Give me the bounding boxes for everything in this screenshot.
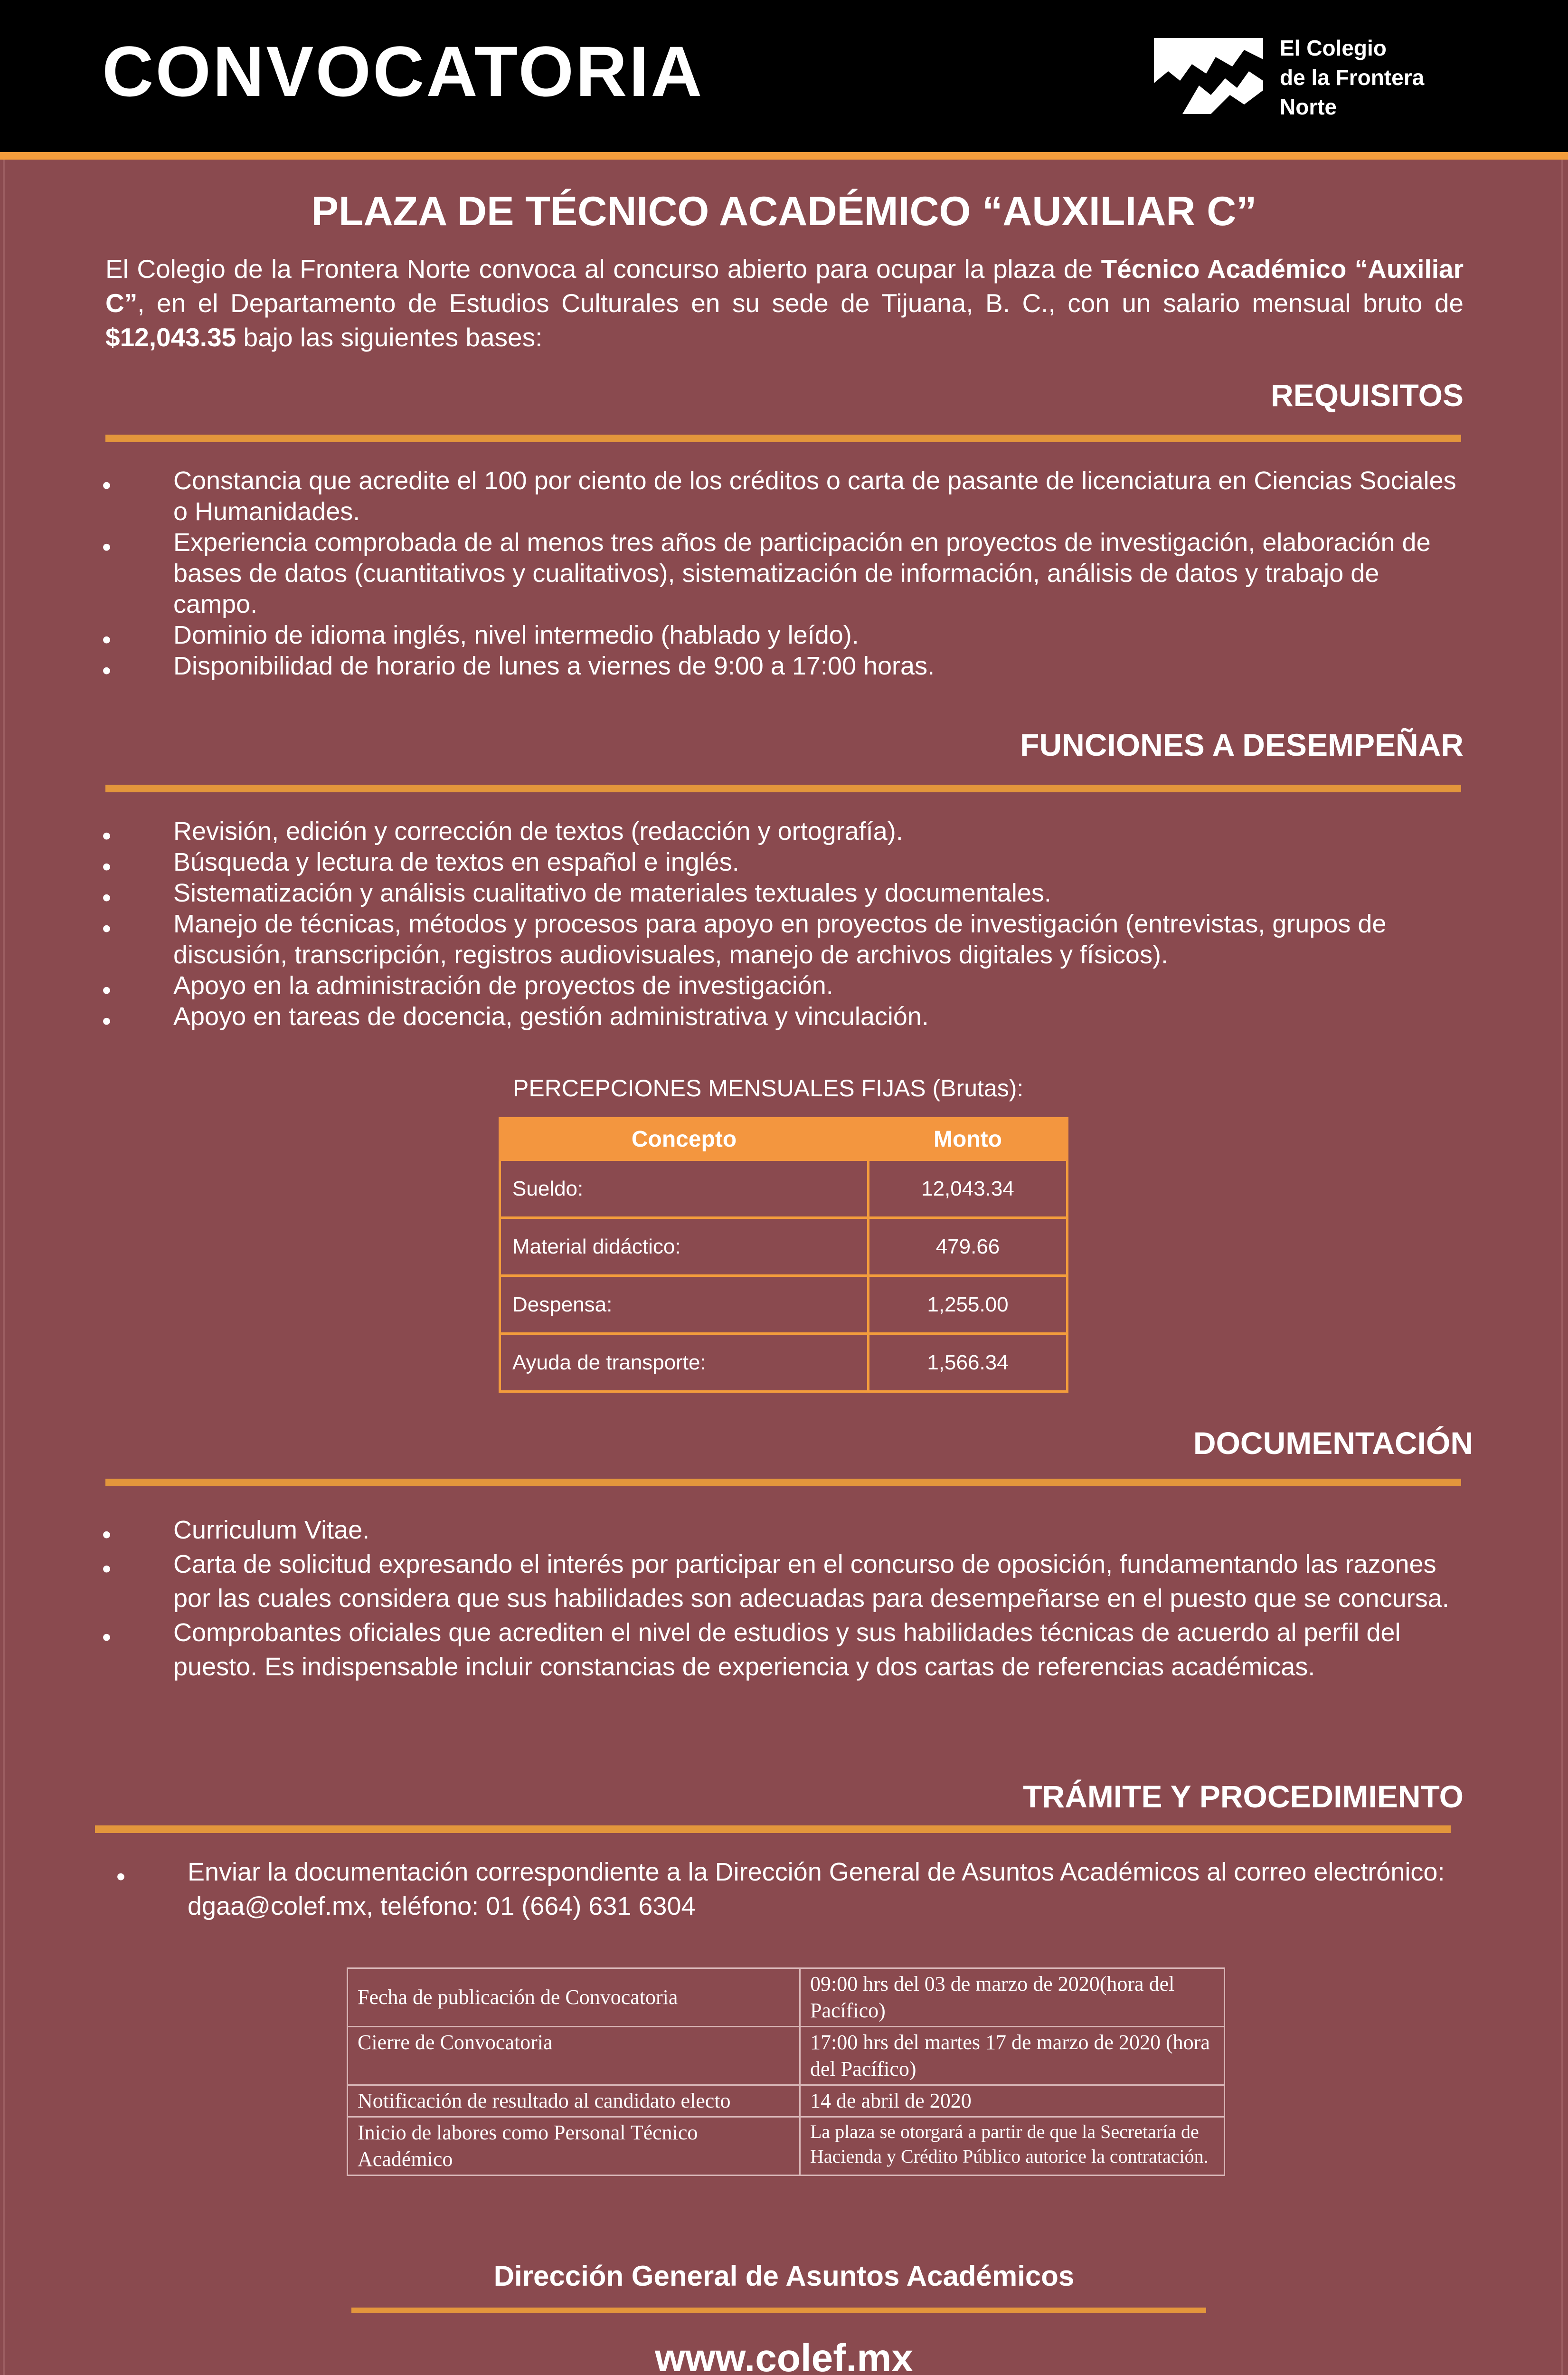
colef-logo [1154, 33, 1439, 124]
date-value: La plaza se otorgará a partir de que la Secretaría de Hacienda y Crédito Público autorice la contratación. [800, 2117, 1225, 2176]
table-row [348, 2085, 1225, 2117]
colef-logo-icon [1154, 38, 1263, 114]
section-title-documentacion: DOCUMENTACIÓN [1193, 1425, 1473, 1461]
tramite-list [116, 1855, 1446, 1923]
documentacion-list [102, 1513, 1460, 1684]
section-divider [105, 1479, 1461, 1486]
percepciones-table [499, 1117, 1068, 1393]
list-item: • Experiencia comprobada de al menos tres años de participación en proyectos de investigación, elaboración de bases de datos (cuantitativos y cualitativos), sistematización de información, análisis de datos y trabajo de campo. [102, 527, 1460, 620]
concept-cell: Despensa: [500, 1276, 869, 1334]
date-value: 17:00 hrs del martes 17 de marzo de 2020 (hora del Pacífico) [800, 2027, 1225, 2085]
amount-cell: 1,255.00 [868, 1276, 1067, 1334]
section-title-funciones: FUNCIONES A DESEMPEÑAR [1020, 727, 1464, 762]
footer-divider [351, 2308, 1206, 2313]
section-title-requisitos: REQUISITOS [1271, 378, 1464, 413]
page-header-title: CONVOCATORIA [102, 31, 704, 111]
funciones-list [102, 816, 1460, 1032]
table-row [348, 1968, 1225, 2027]
website-link[interactable]: www.colef.mx [655, 2337, 913, 2375]
list-item: • Sistematización y análisis cualitativo de materiales textuales y documentales. [102, 878, 1460, 909]
concept-cell: Ayuda de transporte: [500, 1334, 869, 1392]
intro-text-1: El Colegio de la Frontera Norte convoca al concurso abierto para ocupar la plaza de [105, 254, 1101, 284]
list-item: • Curriculum Vitae. [102, 1513, 1460, 1547]
date-label: Cierre de Convocatoria [348, 2027, 800, 2085]
column-header-concepto: Concepto [500, 1119, 869, 1160]
list-item: • Manejo de técnicas, métodos y procesos para apoyo en proyectos de investigación (entrevistas, grupos de discusión, transcripción, registros audiovisuales, manejo de archivos digitales y físicos). [102, 909, 1460, 970]
list-item: • Enviar la documentación correspondiente a la Dirección General de Asuntos Académicos al correo electrónico: dgaa@colef.mx, teléfono: 01 (664) 631 6304 [116, 1855, 1446, 1923]
section-divider [95, 1825, 1451, 1833]
amount-cell: 479.66 [868, 1218, 1067, 1276]
section-divider [105, 785, 1461, 792]
table-row [500, 1218, 1067, 1276]
column-header-monto: Monto [868, 1119, 1067, 1160]
intro-position-name: Técnico Académico “Auxiliar C” [105, 254, 1464, 318]
date-label: Notificación de resultado al candidato electo [348, 2085, 800, 2117]
intro-text-3: bajo las siguientes bases: [236, 323, 543, 352]
table-row [348, 2117, 1225, 2176]
amount-cell: 1,566.34 [868, 1334, 1067, 1392]
header-bar [0, 0, 1568, 152]
intro-text-2: , en el Departamento de Estudios Culturales en su sede de Tijuana, B. C., con un salario mensual bruto de [137, 288, 1464, 318]
table-row [348, 2027, 1225, 2085]
intro-salary: $12,043.35 [105, 323, 236, 352]
list-item: • Dominio de idioma inglés, nivel intermedio (hablado y leído). [102, 620, 1460, 651]
list-item: • Disponibilidad de horario de lunes a viernes de 9:00 a 17:00 horas. [102, 651, 1460, 682]
footer-title: Dirección General de Asuntos Académicos [493, 2260, 1075, 2292]
dates-table [347, 1967, 1225, 2176]
date-label: Fecha de publicación de Convocatoria [348, 1968, 800, 2027]
list-item: • Constancia que acredite el 100 por ciento de los créditos o carta de pasante de licenciatura en Ciencias Sociales o Humanidades. [102, 466, 1460, 527]
section-divider [105, 435, 1461, 442]
concept-cell: Material didáctico: [500, 1218, 869, 1276]
requisitos-list [102, 466, 1460, 682]
logo-text: El Colegio de la Frontera Norte [1280, 36, 1425, 119]
concept-cell: Sueldo: [500, 1160, 869, 1218]
date-label: Inicio de labores como Personal Técnico Académico [348, 2117, 800, 2176]
list-item: • Búsqueda y lectura de textos en español e inglés. [102, 847, 1460, 878]
section-title-tramite: TRÁMITE Y PROCEDIMIENTO [1023, 1779, 1464, 1814]
list-item: • Carta de solicitud expresando el interés por participar en el concurso de oposición, fundamentando las razones por las cuales considera que sus habilidades son adecuadas para desempeñarse en el puesto que se concursa. [102, 1547, 1460, 1615]
list-item: • Revisión, edición y corrección de textos (redacción y ortografía). [102, 816, 1460, 847]
date-value: 14 de abril de 2020 [800, 2085, 1225, 2117]
list-item: • Apoyo en tareas de docencia, gestión administrativa y vinculación. [102, 1001, 1460, 1032]
table-header-row [500, 1119, 1067, 1160]
list-item: • Comprobantes oficiales que acrediten el nivel de estudios y sus habilidades técnicas de acuerdo al perfil del puesto. Es indispensable incluir constancias de experiencia y dos cartas de referencias académicas. [102, 1615, 1460, 1684]
percepciones-caption: PERCEPCIONES MENSUALES FIJAS (Brutas): [513, 1075, 1024, 1102]
intro-paragraph [105, 252, 1464, 354]
table-row [500, 1160, 1067, 1218]
date-value: 09:00 hrs del 03 de marzo de 2020(hora del Pacífico) [800, 1968, 1225, 2027]
amount-cell: 12,043.34 [868, 1160, 1067, 1218]
main-title: PLAZA DE TÉCNICO ACADÉMICO “AUXILIAR C” [311, 189, 1257, 234]
header-divider [0, 152, 1568, 160]
table-row [500, 1276, 1067, 1334]
list-item: • Apoyo en la administración de proyectos de investigación. [102, 970, 1460, 1001]
table-row [500, 1334, 1067, 1392]
